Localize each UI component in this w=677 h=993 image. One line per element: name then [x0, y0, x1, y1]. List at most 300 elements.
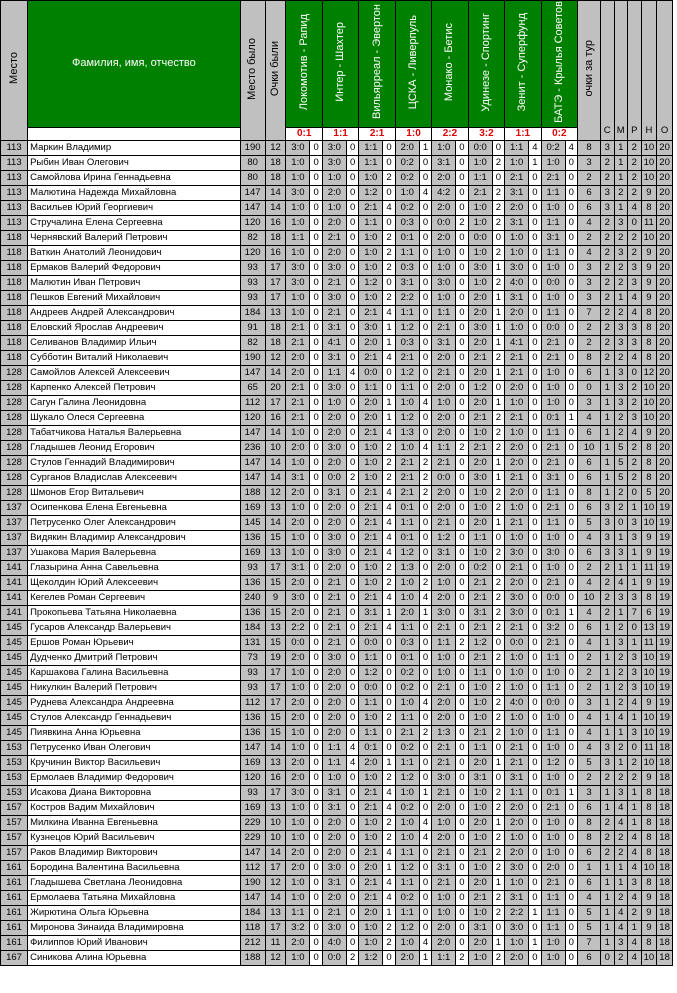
prediction-points-cell: 2 — [383, 245, 396, 260]
prediction-points-cell: 2 — [492, 500, 505, 515]
stat-m-cell: 1 — [614, 860, 628, 875]
prediction-points-cell: 0 — [456, 335, 469, 350]
prediction-points-cell: 2 — [492, 845, 505, 860]
prediction-cell: 0:2 — [395, 800, 419, 815]
name-cell: Миронова Зинаида Владимировна — [28, 920, 241, 935]
prediction-points-cell: 0 — [419, 545, 432, 560]
points-were-cell: 13 — [265, 755, 286, 770]
prediction-cell: 3:0 — [505, 860, 529, 875]
prediction-points-cell: 0 — [565, 200, 578, 215]
prediction-cell: 2:0 — [505, 380, 529, 395]
name-cell: Малютина Надежда Михайловна — [28, 185, 241, 200]
prediction-cell: 0:0 — [541, 275, 565, 290]
stat-n-cell: 11 — [641, 215, 657, 230]
prediction-points-cell: 4 — [383, 800, 396, 815]
table-row — [1, 545, 673, 560]
name-cell: Ермолаева Татьяна Михайловна — [28, 890, 241, 905]
place-cell: 141 — [1, 575, 28, 590]
stat-s-cell: 1 — [600, 425, 614, 440]
prediction-points-cell: 0 — [310, 485, 323, 500]
stat-m-cell: 3 — [614, 545, 628, 560]
prediction-cell: 2:2 — [505, 905, 529, 920]
stat-n-cell: 10 — [641, 950, 657, 965]
prediction-cell: 2:1 — [505, 365, 529, 380]
points-tour-cell: 6 — [578, 950, 601, 965]
prediction-points-cell: 0 — [456, 935, 469, 950]
prediction-points-cell: 0 — [310, 410, 323, 425]
points-were-cell: 15 — [265, 575, 286, 590]
prediction-cell: 3:1 — [432, 860, 456, 875]
stat-m-cell: 2 — [614, 890, 628, 905]
points-tour-cell: 2 — [578, 680, 601, 695]
prediction-cell: 2:1 — [541, 455, 565, 470]
header-match-1: Локомотив - Рапид — [286, 1, 322, 128]
points-were-cell: 14 — [265, 365, 286, 380]
prediction-cell: 2:1 — [541, 170, 565, 185]
prediction-cell: 1:1 — [541, 305, 565, 320]
prediction-points-cell: 0 — [456, 905, 469, 920]
match-score: 1:0 — [395, 127, 431, 140]
place-was-cell: 190 — [240, 875, 265, 890]
place-cell: 145 — [1, 680, 28, 695]
stat-r-cell: 2 — [628, 755, 642, 770]
stat-m-cell: 2 — [614, 830, 628, 845]
prediction-cell: 3:0 — [322, 140, 346, 155]
prediction-cell: 2:0 — [468, 815, 492, 830]
stat-o-cell: 18 — [657, 785, 673, 800]
prediction-cell: 1:1 — [322, 365, 346, 380]
prediction-points-cell: 0 — [456, 830, 469, 845]
place-was-cell: 120 — [240, 215, 265, 230]
prediction-points-cell: 0 — [456, 275, 469, 290]
place-cell: 161 — [1, 875, 28, 890]
stat-m-cell: 2 — [614, 500, 628, 515]
table-row — [1, 845, 673, 860]
prediction-points-cell: 0 — [346, 635, 359, 650]
place-was-cell: 120 — [240, 770, 265, 785]
place-cell: 153 — [1, 785, 28, 800]
points-tour-cell: 3 — [578, 290, 601, 305]
prediction-cell: 3:0 — [286, 590, 310, 605]
prediction-points-cell: 0 — [310, 755, 323, 770]
prediction-points-cell: 0 — [529, 425, 542, 440]
prediction-points-cell: 0 — [419, 155, 432, 170]
stat-n-cell: 9 — [641, 890, 657, 905]
prediction-points-cell: 1 — [492, 935, 505, 950]
points-were-cell: 14 — [265, 455, 286, 470]
prediction-points-cell: 0 — [456, 170, 469, 185]
prediction-points-cell: 0 — [383, 155, 396, 170]
prediction-cell: 1:0 — [286, 830, 310, 845]
stat-r-cell: 2 — [628, 245, 642, 260]
table-row — [1, 665, 673, 680]
prediction-cell: 1:0 — [468, 155, 492, 170]
prediction-cell: 1:0 — [541, 365, 565, 380]
prediction-points-cell: 2 — [383, 260, 396, 275]
prediction-points-cell: 4 — [383, 350, 396, 365]
prediction-points-cell: 0 — [310, 860, 323, 875]
place-cell: 128 — [1, 395, 28, 410]
name-cell: Самойлова Ирина Геннадьевна — [28, 170, 241, 185]
stat-s-cell: 2 — [600, 245, 614, 260]
prediction-cell: 3:0 — [286, 260, 310, 275]
stat-n-cell: 8 — [641, 875, 657, 890]
prediction-points-cell: 0 — [346, 710, 359, 725]
prediction-cell: 1:0 — [541, 155, 565, 170]
points-were-cell: 17 — [265, 680, 286, 695]
place-cell: 141 — [1, 560, 28, 575]
prediction-points-cell: 0 — [346, 170, 359, 185]
prediction-points-cell: 0 — [310, 380, 323, 395]
prediction-points-cell: 0 — [310, 875, 323, 890]
prediction-cell: 1:1 — [359, 155, 383, 170]
prediction-cell: 2:0 — [432, 800, 456, 815]
stat-n-cell: 9 — [641, 425, 657, 440]
points-were-cell: 20 — [265, 380, 286, 395]
prediction-cell: 1:0 — [359, 440, 383, 455]
prediction-points-cell: 2 — [346, 950, 359, 965]
prediction-points-cell: 4 — [383, 545, 396, 560]
stat-s-cell: 1 — [600, 920, 614, 935]
table-row — [1, 725, 673, 740]
prediction-points-cell: 1 — [492, 320, 505, 335]
prediction-cell: 2:1 — [359, 530, 383, 545]
prediction-points-cell: 0 — [529, 650, 542, 665]
prediction-cell: 4:1 — [322, 335, 346, 350]
prediction-points-cell: 0 — [456, 800, 469, 815]
prediction-points-cell: 0 — [565, 155, 578, 170]
prediction-cell: 1:0 — [505, 875, 529, 890]
stat-o-cell: 20 — [657, 470, 673, 485]
stat-o-cell: 20 — [657, 350, 673, 365]
match-score: 2:1 — [359, 127, 395, 140]
prediction-cell: 3:1 — [541, 470, 565, 485]
prediction-cell: 1:0 — [286, 290, 310, 305]
prediction-points-cell: 0 — [383, 665, 396, 680]
prediction-points-cell: 4 — [346, 755, 359, 770]
stat-m-cell: 2 — [614, 680, 628, 695]
scores-row-spacer — [28, 127, 241, 140]
stat-n-cell: 10 — [641, 710, 657, 725]
stat-s-cell: 2 — [600, 275, 614, 290]
prediction-points-cell: 1 — [419, 785, 432, 800]
prediction-cell: 1:1 — [395, 755, 419, 770]
stat-r-cell: 1 — [628, 815, 642, 830]
name-cell: Руднева Александра Андреевна — [28, 695, 241, 710]
prediction-cell: 2:0 — [395, 950, 419, 965]
prediction-cell: 1:0 — [286, 245, 310, 260]
place-cell: 145 — [1, 725, 28, 740]
prediction-cell: 2:0 — [322, 410, 346, 425]
prediction-points-cell: 0 — [565, 275, 578, 290]
name-cell: Глазырина Анна Савельевна — [28, 560, 241, 575]
prediction-cell: 0:1 — [395, 650, 419, 665]
points-tour-cell: 2 — [578, 665, 601, 680]
prediction-cell: 3:1 — [505, 185, 529, 200]
prediction-cell: 2:1 — [468, 725, 492, 740]
points-tour-cell: 6 — [578, 455, 601, 470]
prediction-points-cell: 2 — [383, 575, 396, 590]
stat-s-cell: 1 — [600, 860, 614, 875]
stat-o-cell: 20 — [657, 410, 673, 425]
prediction-cell: 1:1 — [359, 215, 383, 230]
stat-o-cell: 19 — [657, 710, 673, 725]
prediction-cell: 3:0 — [468, 260, 492, 275]
prediction-points-cell: 0 — [346, 725, 359, 740]
prediction-cell: 1:1 — [395, 905, 419, 920]
prediction-cell: 1:0 — [505, 425, 529, 440]
stat-m-cell: 1 — [614, 530, 628, 545]
prediction-points-cell: 0 — [565, 350, 578, 365]
stat-o-cell: 19 — [657, 665, 673, 680]
prediction-cell: 2:1 — [286, 320, 310, 335]
prediction-points-cell: 0 — [310, 680, 323, 695]
prediction-cell: 1:2 — [395, 860, 419, 875]
prediction-points-cell: 0 — [529, 830, 542, 845]
table-row — [1, 200, 673, 215]
stat-n-cell: 9 — [641, 545, 657, 560]
prediction-cell: 2:0 — [322, 665, 346, 680]
prediction-points-cell: 1 — [419, 140, 432, 155]
place-was-cell: 112 — [240, 860, 265, 875]
stat-r-cell: 2 — [628, 155, 642, 170]
prediction-points-cell: 2 — [346, 470, 359, 485]
prediction-cell: 0:0 — [541, 320, 565, 335]
prediction-points-cell: 0 — [529, 845, 542, 860]
place-cell: 113 — [1, 140, 28, 155]
points-were-cell: 12 — [265, 875, 286, 890]
stat-o-cell: 19 — [657, 590, 673, 605]
prediction-cell: 1:0 — [505, 650, 529, 665]
prediction-points-cell: 0 — [456, 785, 469, 800]
place-was-cell: 147 — [240, 455, 265, 470]
name-cell: Гладышева Светлана Леонидовна — [28, 875, 241, 890]
table-row — [1, 140, 673, 155]
prediction-cell: 3:0 — [286, 275, 310, 290]
prediction-points-cell: 0 — [529, 440, 542, 455]
prediction-cell: 3:1 — [322, 800, 346, 815]
header-match-7: Зенит - Суперфунд — [505, 1, 541, 128]
prediction-points-cell: 0 — [346, 395, 359, 410]
name-cell: Осипенкова Елена Евгеньевна — [28, 500, 241, 515]
prediction-cell: 3:1 — [505, 215, 529, 230]
stat-m-cell: 3 — [614, 215, 628, 230]
points-tour-cell: 1 — [578, 860, 601, 875]
stat-m-cell: 2 — [614, 665, 628, 680]
prediction-cell: 1:0 — [432, 650, 456, 665]
prediction-points-cell: 2 — [383, 230, 396, 245]
stat-n-cell: 8 — [641, 440, 657, 455]
place-cell: 128 — [1, 365, 28, 380]
stat-m-cell: 4 — [614, 920, 628, 935]
prediction-points-cell: 2 — [492, 545, 505, 560]
stat-s-cell: 3 — [600, 530, 614, 545]
place-was-cell: 240 — [240, 590, 265, 605]
place-cell: 118 — [1, 230, 28, 245]
prediction-points-cell: 0 — [310, 695, 323, 710]
prediction-cell: 1:2 — [359, 950, 383, 965]
place-was-cell: 147 — [240, 200, 265, 215]
stat-o-cell: 20 — [657, 185, 673, 200]
stat-s-cell: 2 — [600, 170, 614, 185]
prediction-cell: 1:0 — [395, 590, 419, 605]
stat-r-cell: 0 — [628, 620, 642, 635]
points-were-cell: 15 — [265, 530, 286, 545]
stat-o-cell: 18 — [657, 815, 673, 830]
prediction-cell: 4:0 — [505, 275, 529, 290]
prediction-points-cell: 1 — [492, 515, 505, 530]
name-cell: Ушакова Мария Валерьевна — [28, 545, 241, 560]
stat-m-cell: 2 — [614, 275, 628, 290]
stat-m-cell: 3 — [614, 380, 628, 395]
prediction-points-cell: 0 — [419, 515, 432, 530]
prediction-points-cell: 0 — [456, 425, 469, 440]
place-was-cell: 147 — [240, 185, 265, 200]
prediction-points-cell: 0 — [310, 905, 323, 920]
place-cell: 113 — [1, 170, 28, 185]
prediction-cell: 1:0 — [359, 575, 383, 590]
stat-r-cell: 3 — [628, 260, 642, 275]
prediction-points-cell: 0 — [565, 335, 578, 350]
prediction-points-cell: 4 — [529, 140, 542, 155]
stat-m-cell: 1 — [614, 605, 628, 620]
points-tour-cell: 8 — [578, 485, 601, 500]
match-score: 1:1 — [322, 127, 358, 140]
place-was-cell: 80 — [240, 155, 265, 170]
stat-s-cell: 3 — [600, 200, 614, 215]
prediction-points-cell: 0 — [565, 665, 578, 680]
prediction-cell: 0:1 — [541, 605, 565, 620]
points-were-cell: 15 — [265, 635, 286, 650]
prediction-points-cell: 2 — [383, 710, 396, 725]
prediction-cell: 2:0 — [322, 815, 346, 830]
stat-n-cell: 10 — [641, 140, 657, 155]
stat-n-cell: 10 — [641, 230, 657, 245]
name-cell: Рыбин Иван Олегович — [28, 155, 241, 170]
stat-o-cell: 20 — [657, 305, 673, 320]
prediction-points-cell: 0 — [310, 185, 323, 200]
prediction-cell: 1:1 — [359, 695, 383, 710]
prediction-cell: 1:0 — [541, 260, 565, 275]
prediction-points-cell: 0 — [419, 200, 432, 215]
prediction-points-cell: 0 — [383, 215, 396, 230]
points-tour-cell: 6 — [578, 425, 601, 440]
prediction-cell: 3:1 — [395, 275, 419, 290]
points-were-cell: 15 — [265, 605, 286, 620]
prediction-cell: 0:2 — [395, 890, 419, 905]
prediction-points-cell: 0 — [529, 365, 542, 380]
stat-s-cell: 2 — [600, 290, 614, 305]
place-cell: 141 — [1, 590, 28, 605]
prediction-points-cell: 0 — [383, 725, 396, 740]
points-tour-cell: 4 — [578, 575, 601, 590]
points-tour-cell: 7 — [578, 935, 601, 950]
prediction-cell: 1:2 — [395, 365, 419, 380]
points-were-cell: 18 — [265, 155, 286, 170]
place-cell: 128 — [1, 440, 28, 455]
prediction-points-cell: 0 — [492, 380, 505, 395]
prediction-points-cell: 0 — [346, 410, 359, 425]
prediction-points-cell: 2 — [383, 440, 396, 455]
stat-r-cell: 2 — [628, 440, 642, 455]
stat-m-cell: 3 — [614, 785, 628, 800]
place-was-cell: 136 — [240, 575, 265, 590]
prediction-points-cell: 0 — [529, 605, 542, 620]
prediction-cell: 2:0 — [322, 185, 346, 200]
name-cell: Стручалина Елена Сергеевна — [28, 215, 241, 230]
table-row — [1, 350, 673, 365]
prediction-cell: 1:0 — [286, 725, 310, 740]
prediction-points-cell: 0 — [529, 275, 542, 290]
place-was-cell: 93 — [240, 260, 265, 275]
stat-n-cell: 10 — [641, 155, 657, 170]
stat-s-cell: 3 — [600, 545, 614, 560]
prediction-cell: 2:0 — [359, 335, 383, 350]
prediction-cell: 2:0 — [286, 440, 310, 455]
prediction-points-cell: 0 — [529, 455, 542, 470]
prediction-points-cell: 0 — [529, 740, 542, 755]
prediction-cell: 2:1 — [322, 605, 346, 620]
table-row — [1, 470, 673, 485]
stat-s-cell: 3 — [600, 515, 614, 530]
prediction-points-cell: 0 — [529, 485, 542, 500]
prediction-points-cell: 0 — [346, 320, 359, 335]
prediction-cell: 1:0 — [505, 665, 529, 680]
points-were-cell: 10 — [265, 440, 286, 455]
place-was-cell: 118 — [240, 920, 265, 935]
stat-n-cell: 8 — [641, 470, 657, 485]
prediction-cell: 2:0 — [505, 575, 529, 590]
prediction-points-cell: 1 — [565, 605, 578, 620]
prediction-points-cell: 0 — [310, 935, 323, 950]
prediction-cell: 2:0 — [359, 755, 383, 770]
prediction-points-cell: 0 — [529, 185, 542, 200]
table-row — [1, 245, 673, 260]
prediction-points-cell: 2 — [492, 680, 505, 695]
prediction-cell: 1:0 — [468, 245, 492, 260]
stat-o-cell: 20 — [657, 290, 673, 305]
prediction-cell: 1:0 — [541, 530, 565, 545]
prediction-points-cell: 2 — [492, 440, 505, 455]
prediction-cell: 3:0 — [322, 920, 346, 935]
stat-r-cell: 3 — [628, 530, 642, 545]
prediction-points-cell: 0 — [310, 725, 323, 740]
name-cell: Филиппов Юрий Иванович — [28, 935, 241, 950]
prediction-points-cell: 0 — [383, 380, 396, 395]
stat-s-cell: 1 — [600, 905, 614, 920]
prediction-points-cell: 2 — [492, 860, 505, 875]
place-cell: 128 — [1, 410, 28, 425]
table-row — [1, 485, 673, 500]
prediction-points-cell: 0 — [310, 395, 323, 410]
prediction-points-cell: 0 — [310, 590, 323, 605]
prediction-cell: 2:0 — [322, 725, 346, 740]
place-was-cell: 190 — [240, 140, 265, 155]
prediction-points-cell: 0 — [456, 515, 469, 530]
prediction-points-cell: 1 — [492, 290, 505, 305]
prediction-points-cell: 0 — [346, 695, 359, 710]
place-was-cell: 93 — [240, 275, 265, 290]
prediction-cell: 2:0 — [322, 695, 346, 710]
place-was-cell: 112 — [240, 395, 265, 410]
prediction-points-cell: 0 — [565, 860, 578, 875]
prediction-cell: 2:0 — [322, 455, 346, 470]
stat-m-cell: 2 — [614, 770, 628, 785]
table-row — [1, 770, 673, 785]
prediction-points-cell: 0 — [529, 890, 542, 905]
prediction-points-cell: 0 — [456, 455, 469, 470]
prediction-cell: 3:1 — [322, 485, 346, 500]
